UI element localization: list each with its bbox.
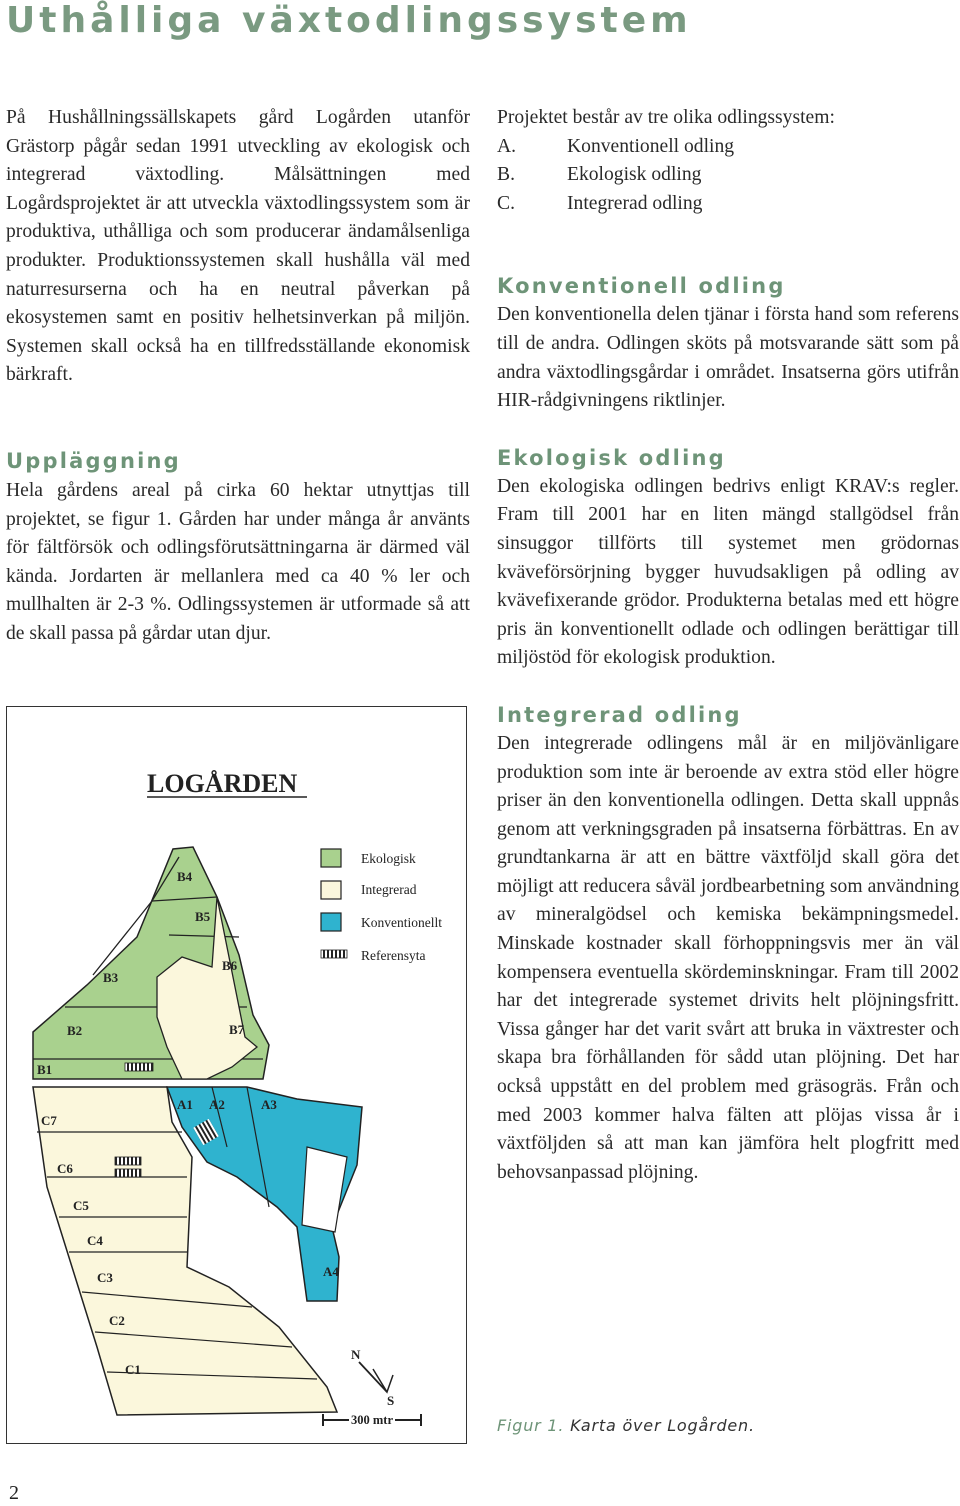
field-label-a3: A3 — [261, 1097, 277, 1112]
legend-swatch-integrerad — [321, 881, 341, 899]
field-label-a2: A2 — [209, 1097, 225, 1112]
list-item: B. Ekologisk odling — [497, 164, 702, 186]
legend-label-integrerad: Integrerad — [361, 882, 417, 897]
scale-bar — [323, 1411, 421, 1427]
page-number: 2 — [9, 1482, 19, 1504]
integrerad-paragraph: Den integrerade odlingens mål är en miljövänligare produktion som inte är beroende av extra stöd eller högre priser än den konventionella odlingen. Detta skall uppnås genom att verkningsgraden på insatserna förbättras. En av grundtankarna är att en bättre växtföljd skall göra det möjligt att reducera såväl jordbearbetning som användning av mineralgödsel och kemiska bekämpningsmedel. Minskade kostnader skall förhoppningsvis mer än väl kompensera eventuella skördeminskningar. Fram till 2002 har det integrerade systemet drivits helt plöjningsfritt. Vissa gånger har det varit svårt att bruka in växtrester och skapa bra förhållanden för sådd utan plöjning. Det har också uppstått en del problem med gräsogräs. Från och med 2003 kommer halva fälten att plöjas vissa år i växtföljden så att man kan jämföra helt plogfritt med behovsanpassad plöjning. — [497, 732, 959, 1183]
list-item: C. Integrerad odling — [497, 192, 703, 214]
field-label-c5: C5 — [73, 1198, 89, 1213]
field-label-c6: C6 — [57, 1161, 73, 1176]
field-label-b5: B5 — [195, 909, 211, 924]
heading-integrerad: Integrerad odling — [497, 702, 742, 727]
upplaggning-paragraph: Hela gårdens areal på cirka 60 hektar utnyttjas till projektet, se figur 1. Gården har under många år använts för fältförsök och odlingsförutsättningarna är därmed väl kända. Jordarten är mellanlera med ca 40 % ler och mullhalten är 2-3 %. Odlingssystemen är utformade så att de skall passa på gårdar utan djur. — [6, 479, 470, 644]
legend-label-ekologisk: Ekologisk — [361, 851, 416, 866]
map-legend — [321, 849, 442, 963]
projekt-intro: Projektet består av tre olika odlingssystem: — [497, 107, 835, 128]
farm-map-figure — [6, 706, 467, 1444]
legend-label-konventionellt: Konventionellt — [361, 915, 442, 930]
system-list — [497, 133, 959, 219]
legend-label-referensyta: Referensyta — [361, 948, 426, 963]
intro-paragraph: På Hushållningssällskapets gård Logården utanför Grästorp pågår sedan 1991 utveckling av ekologisk och integrerad växtodling. Målsättningen med Logårdsprojektet är att utveckla växtodlingssystem som är produktiva, uthålliga och som producerar ändamålsenliga produkter. Produktionssystemen skall hushålla väl med naturresurserna och ha en neutral påverkan på ekosystemen samt en positiv helhetsinverkan på miljön. Systemen skall också ha en tillfredsställande ekonomisk bärkraft. — [6, 107, 470, 386]
figure-caption-label: Figur 1. — [497, 1416, 565, 1435]
heading-upplaggning: Uppläggning — [6, 448, 181, 473]
field-label-c2: C2 — [109, 1313, 125, 1328]
map-title: LOGÅRDEN — [147, 769, 298, 798]
heading-konventionell: Konventionell odling — [497, 274, 786, 299]
field-label-c3: C3 — [97, 1270, 113, 1285]
field-label-b7: B7 — [229, 1022, 245, 1037]
field-label-c4: C4 — [87, 1233, 103, 1248]
field-label-b2: B2 — [67, 1023, 83, 1038]
field-label-b6: B6 — [222, 958, 238, 973]
field-label-c1: C1 — [125, 1362, 141, 1377]
field-label-a1: A1 — [177, 1097, 193, 1112]
legend-swatch-referensyta — [321, 950, 347, 958]
svg-text:300 mtr: 300 mtr — [351, 1413, 393, 1427]
svg-text:N: N — [351, 1347, 361, 1362]
konventionell-paragraph: Den konventionella delen tjänar i första hand som referens till de andra. Odlingen sköts på motsvarande sätt som på andra växtodlingsgårdar i området. Insatserna görs utifrån HIR-rådgivningens riktlinjer. — [497, 304, 959, 412]
field-label-b1: B1 — [37, 1062, 53, 1077]
figure-caption — [497, 1416, 755, 1435]
field-label-b3: B3 — [103, 970, 119, 985]
field-label-c7: C7 — [41, 1113, 57, 1128]
left-column — [6, 104, 470, 649]
farm-map — [7, 707, 468, 1445]
svg-text:S: S — [387, 1393, 395, 1408]
figure-caption-text: Karta över Logården. — [570, 1416, 755, 1435]
legend-swatch-konventionellt — [321, 913, 341, 931]
right-column — [497, 104, 959, 1187]
list-item: A. Konventionell odling — [497, 135, 735, 157]
ekologisk-paragraph: Den ekologiska odlingen bedrivs enligt KRAV:s regler. Fram till 2001 har en liten mängd stallgödsel från sinsuggor tillförts till systemet men grödornas kväveförsörjning bygger huvudsakligen på odling av kvävefixerande grödor. Produkterna betalas med ett högre pris än konventionellt odlade och odlingen berättigar till miljöstöd för ekologisk produktion. — [497, 475, 959, 669]
legend-swatch-ekologisk — [321, 849, 341, 867]
heading-ekologisk: Ekologisk odling — [497, 445, 726, 470]
field-label-a4: A4 — [323, 1264, 339, 1279]
field-label-b4: B4 — [177, 869, 193, 884]
north-arrow-icon — [351, 1347, 394, 1408]
page-title: Uthålliga växtodlingssystem — [6, 0, 692, 41]
